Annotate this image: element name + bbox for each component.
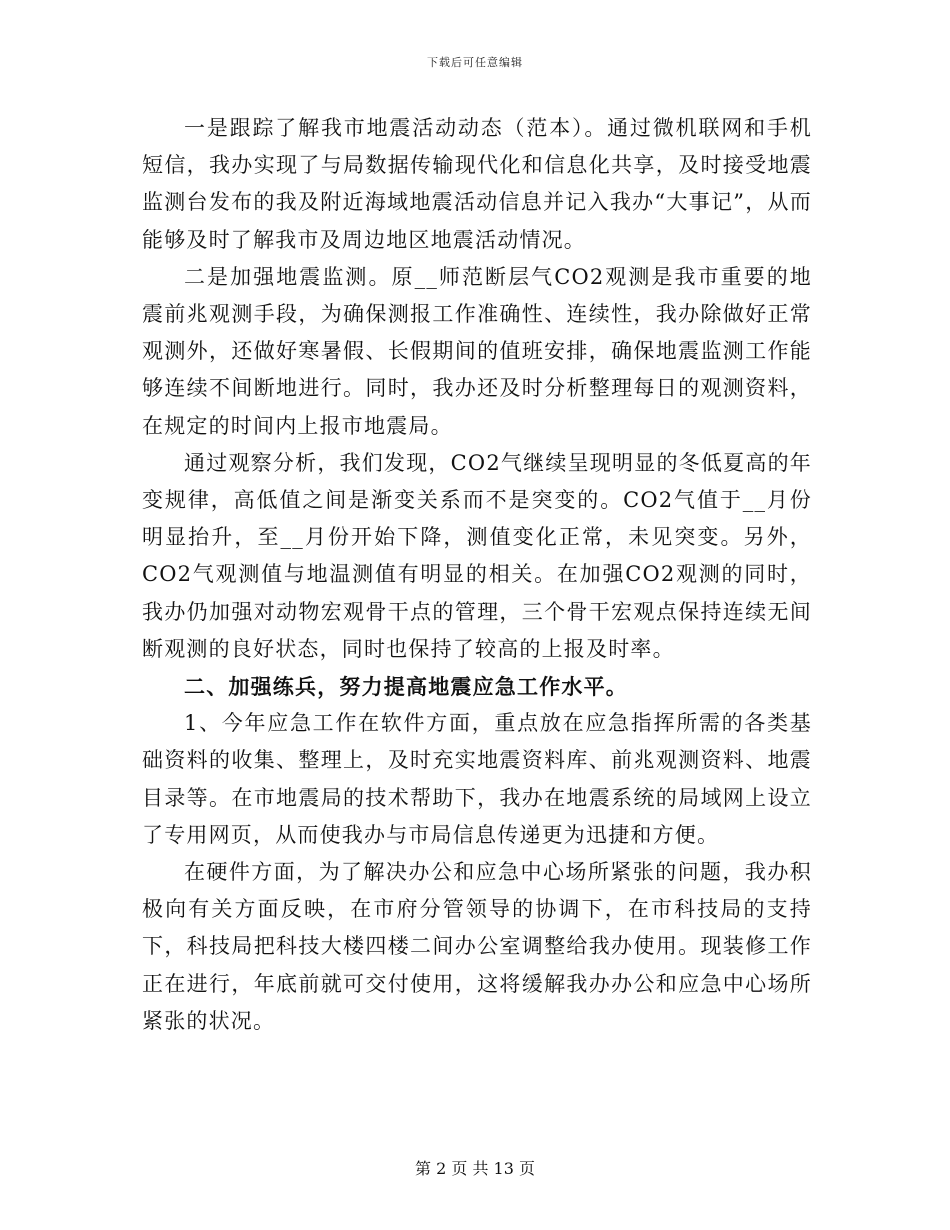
paragraph-strengthen-monitoring: 二是加强地震监测。原__师范断层气CO2观测是我市重要的地震前兆观测手段，为确保测报工作准确性、连续性，我办除做好正常观测外，还做好寒暑假、长假期间的值班安排，确保地震监测工作能够连续不间断地进行。同时，我办还及时分析整理每日的观测资料，在规定的时间内上报市地震局。 <box>142 264 812 438</box>
page-header: 下载后可任意编辑 <box>427 56 523 69</box>
paragraph-software: 1、今年应急工作在软件方面，重点放在应急指挥所需的各类基础资料的收集、整理上，及时充实地震资料库、前兆观测资料、地震目录等。在市地震局的技术帮助下，我办在地震系统的局域网上设立了专用网页，从而使我办与市局信息传递更为迅捷和方便。 <box>142 711 812 847</box>
paragraph-hardware: 在硬件方面，为了解决办公和应急中心场所紧张的问题，我办积极向有关方面反映，在市府分管领导的协调下，在市科技局的支持下，科技局把科技大楼四楼二间办公室调整给我办使用。现装修工作正在进行，年底前就可交付使用，这将缓解我办办公和应急中心场所紧张的状况。 <box>142 860 812 1033</box>
paragraph-monitoring-dynamics: 一是跟踪了解我市地震活动动态（范本）。通过微机联网和手机短信，我办实现了与局数据传输现代化和信息化共享，及时接受地震监测台发布的我及附近海域地震活动信息并记入我办“大事记”，从而能够及时了解我市及周边地区地震活动情况。 <box>142 116 812 252</box>
section-heading: 二、加强练兵，努力提高地震应急工作水平。 <box>184 674 628 700</box>
page-footer: 第 2 页 共 13 页 <box>415 1159 535 1178</box>
document-body <box>142 110 812 1040</box>
paragraph-observation-analysis: 通过观察分析，我们发现，CO2气继续呈现明显的冬低夏高的年变规律，高低值之间是渐变关系而不是突变的。CO2气值于__月份明显抬升，至__月份开始下降，测值变化正常，未见突变。另外，CO2气观测值与地温测值有明显的相关。在加强CO2观测的同时，我办仍加强对动物宏观骨干点的管理，三个骨干宏观点保持连续无间断观测的良好状态，同时也保持了较高的上报及时率。 <box>142 450 812 661</box>
